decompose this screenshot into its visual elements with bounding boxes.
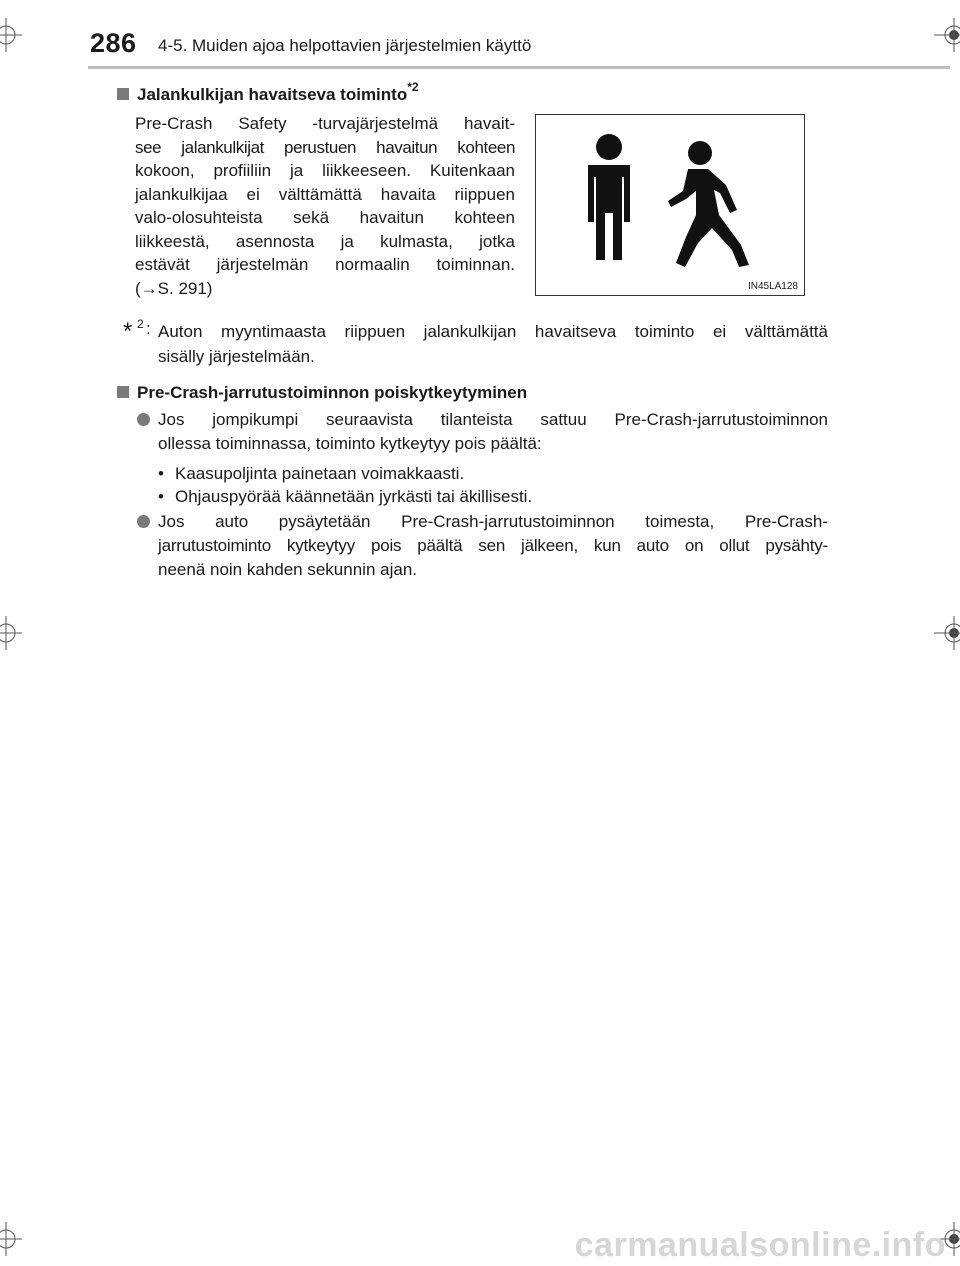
walking-person-icon [668, 141, 749, 267]
round-bullet-icon [137, 413, 150, 426]
footnote-line-2: sisälly järjestelmään. [158, 347, 315, 366]
text-line: liikkeestä, asennosta ja kulmasta, jotka [135, 231, 515, 251]
square-bullet-icon [117, 386, 129, 398]
text-line: Pre-Crash Safety -turvajärjestelmä havait- [135, 114, 515, 133]
dot-bullet-icon: • [158, 464, 164, 483]
dot-bullet-icon: • [158, 487, 164, 506]
page-reference: (→S. 291) [135, 278, 213, 298]
list-item [158, 462, 464, 485]
list-item-text: Ohjauspyörää käännetään jyrkästi tai äkillisesti. [175, 487, 533, 506]
text-line: jalankulkijaa ei välttämättä havaita riippuen [135, 184, 515, 204]
footnote-star: * [123, 318, 133, 345]
list-item [158, 485, 532, 508]
square-bullet-icon [117, 88, 129, 100]
bullet2-line-1: Jos auto pysäytetään Pre-Crash-jarrutustoiminnon toimesta, Pre-Crash- [158, 512, 828, 531]
footnote-number: 2 [137, 317, 144, 331]
text-line: valo-olosuhteista sekä havaitun kohteen [135, 208, 515, 227]
pedestrian-description [135, 112, 515, 300]
footnote-colon: : [146, 319, 151, 338]
bullet-dot-1-wrap [137, 413, 150, 431]
crop-mark-mid-right [932, 616, 960, 650]
text-line: see jalankulkijat perustuen havaitun kohteen [135, 137, 515, 157]
pedestrian-figure [535, 114, 805, 296]
text-line: kokoon, profiiliin ja liikkeeseen. Kuitenkaan [135, 161, 515, 180]
page-number: 286 [90, 28, 137, 58]
bullet1-line-1: Jos jompikumpi seuraavista tilanteista sattuu Pre-Crash-jarrutustoiminnon [158, 410, 828, 429]
crop-mark-bottom-left [0, 1222, 24, 1256]
section-title: Pre-Crash-jarrutustoiminnon poiskytkeytyminen [137, 383, 528, 402]
section-title-note: *2 [407, 80, 419, 94]
figure-code: IN45LA128 [747, 281, 798, 292]
bullet1-line-2: ollessa toiminnassa, toiminto kytkeytyy pois päältä: [158, 434, 542, 453]
bullet-dot-2-wrap [137, 515, 150, 533]
round-bullet-icon [137, 515, 150, 528]
bullet2-line-3: neenä noin kahden sekunnin ajan. [158, 560, 417, 579]
header-rule [88, 66, 950, 69]
crop-mark-top-right [932, 18, 960, 52]
watermark: carmanualsonline.info [574, 1226, 946, 1264]
list-item-text: Kaasupoljinta painetaan voimakkaasti. [175, 464, 465, 483]
pedestrian-illustration [536, 115, 804, 295]
bullet2-line-2: jarrutustoiminto kytkeytyy pois päältä sen jälkeen, kun auto on ollut pysähty- [158, 536, 828, 555]
section-title: Jalankulkijan havaitseva toiminto [137, 85, 408, 104]
chapter-title: 4-5. Muiden ajoa helpottavien järjestelmien käyttö [158, 36, 532, 55]
footnote-line-1: Auton myyntimaasta riippuen jalankulkijan havaitseva toiminto ei välttämättä [158, 322, 828, 341]
crop-mark-top-left [0, 18, 24, 52]
section-heading-pedestrian [117, 80, 419, 105]
standing-person-icon [588, 134, 630, 260]
section-heading-disengagement [117, 383, 527, 403]
text-line: estävät järjestelmän normaalin toiminnan. [135, 255, 515, 274]
crop-mark-mid-left [0, 616, 24, 650]
